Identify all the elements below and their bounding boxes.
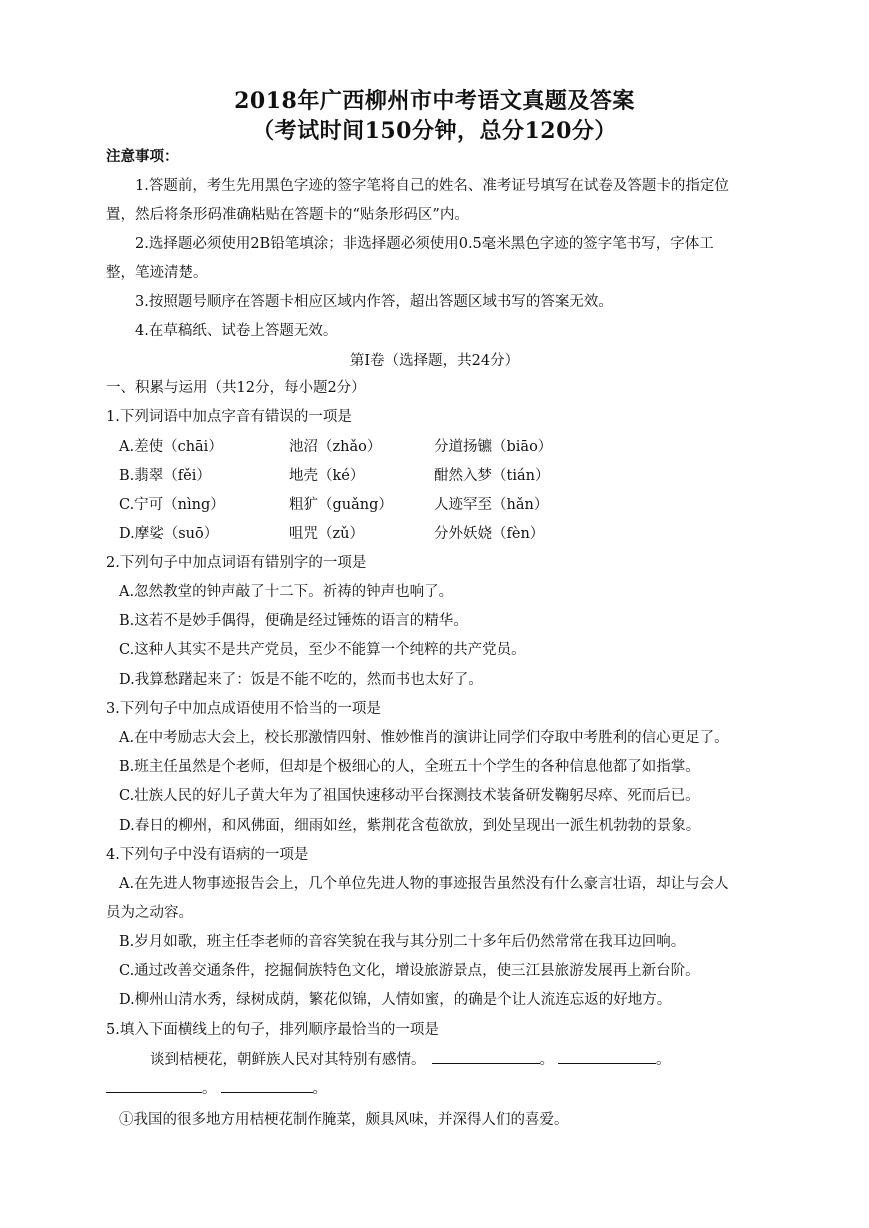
section-1-heading: 一、积累与运用（共12分，每小题2分） bbox=[106, 380, 366, 396]
q3-option-d: D.春日的柳州，和风佛面，细雨如丝，紫荆花含苞欲放，到处呈现出一派生机勃勃的景象。 bbox=[119, 818, 701, 834]
q1-option-b-word-2: 地壳（ké） bbox=[289, 468, 365, 484]
q5-period-2: 。 bbox=[656, 1052, 671, 1068]
notice-item-1-line-1: 1.答题前，考生先用黑色字迹的签字笔将自己的姓名、准考证号填写在试卷及答题卡的指定位 bbox=[135, 178, 729, 194]
q2-option-c: C.这种人其实不是共产党员，至少不能算一个纯粹的共产党员。 bbox=[119, 642, 526, 658]
notice-heading: 注意事项： bbox=[106, 148, 179, 165]
q3-option-a: A.在中考励志大会上，校长那激情四射、惟妙惟肖的演讲让同学们夺取中考胜利的信心更足了。 bbox=[119, 730, 729, 746]
question-2-stem: 2.下列句子中加点词语有错别字的一项是 bbox=[106, 555, 367, 571]
q2-option-a: A.忽然教堂的钟声敲了十二下。祈祷的钟声也响了。 bbox=[119, 584, 454, 600]
q1-option-d-word-1: D.摩娑（suō） bbox=[119, 526, 219, 542]
notice-item-2-line-1: 2.选择题必须使用2B铅笔填涂；非选择题必须使用0.5毫米黑色字迹的签字笔书写，字体工 bbox=[135, 236, 714, 252]
question-5-stem: 5.填入下面横线上的句子，排列顺序最恰当的一项是 bbox=[106, 1022, 439, 1038]
q5-blank-2 bbox=[558, 1049, 656, 1064]
q5-period-3: 。 bbox=[202, 1081, 217, 1097]
q1-option-b-word-3: 酣然入梦（tián） bbox=[434, 468, 550, 484]
q1-option-b-word-1: B.翡翠（fěi） bbox=[119, 468, 211, 484]
q5-blank-line bbox=[106, 1078, 327, 1099]
q4-option-a-line-2: 员为之动容。 bbox=[106, 905, 193, 921]
part-1-heading: 第Ⅰ卷（选择题，共24分） bbox=[349, 353, 520, 369]
q1-option-d-word-2: 咀咒（zǔ） bbox=[289, 526, 364, 542]
question-1-stem: 1.下列词语中加点字音有错误的一项是 bbox=[106, 409, 352, 425]
q5-item-1: ①我国的很多地方用桔梗花制作腌菜，颇具风味，并深得人们的喜爱。 bbox=[119, 1112, 569, 1128]
q5-period-1: 。 bbox=[539, 1052, 554, 1068]
question-3-stem: 3.下列句子中加点成语使用不恰当的一项是 bbox=[106, 701, 381, 717]
page-title: 2018年广西柳州市中考语文真题及答案 bbox=[234, 88, 635, 114]
q1-option-c-word-3: 人迹罕至（hǎn） bbox=[434, 497, 549, 513]
q4-option-b: B.岁月如歌，班主任李老师的音容笑貌在我与其分别二十多年后仍然常常在我耳边回响。 bbox=[119, 934, 686, 950]
q1-option-c-word-2: 粗犷（guǎng） bbox=[289, 497, 393, 513]
q5-blank-3 bbox=[106, 1078, 202, 1093]
q4-option-d: D.柳州山清水秀，绿树成荫，繁花似锦，人情如蜜，的确是个让人流连忘返的好地方。 bbox=[119, 992, 672, 1008]
notice-item-4: 4.在草稿纸、试卷上答题无效。 bbox=[135, 323, 338, 339]
page-subtitle: （考试时间150分钟，总分120分） bbox=[252, 118, 617, 144]
notice-item-3: 3.按照题号顺序在答题卡相应区域内作答，超出答题区域书写的答案无效。 bbox=[135, 294, 613, 310]
q1-option-a-word-2: 池沼（zhǎo） bbox=[289, 439, 382, 455]
q3-option-c: C.壮族人民的好儿子黄大年为了祖国快速移动平台探测技术装备研发鞠躬尽瘁、死而后已。 bbox=[119, 788, 700, 804]
q5-lead-line bbox=[150, 1049, 671, 1070]
notice-item-1-line-2: 置，然后将条形码准确粘贴在答题卡的“贴条形码区”内。 bbox=[106, 207, 469, 223]
q1-option-c-word-1: C.宁可（nìng） bbox=[119, 497, 225, 513]
q3-option-b: B.班主任虽然是个老师，但却是个极细心的人，全班五十个学生的各种信息他都了如指掌。 bbox=[119, 759, 700, 775]
q5-period-4: 。 bbox=[312, 1081, 327, 1097]
q4-option-a-line-1: A.在先进人物事迹报告会上，几个单位先进人物的事迹报告虽然没有什么豪言壮语，却让与会人 bbox=[119, 876, 729, 892]
q1-option-a-word-3: 分道扬镳（biāo） bbox=[434, 439, 553, 455]
notice-item-2-line-2: 整，笔迹清楚。 bbox=[106, 265, 208, 281]
q1-option-a-word-1: A.差使（chāi） bbox=[119, 439, 223, 455]
q5-lead-text: 谈到桔梗花，朝鲜族人民对其特别有感情。 bbox=[150, 1052, 426, 1068]
q1-option-d-word-3: 分外妖娆（fèn） bbox=[434, 526, 545, 542]
q4-option-c: C.通过改善交通条件，挖掘侗族特色文化，增设旅游景点，使三江县旅游发展再上新台阶。 bbox=[119, 963, 700, 979]
q5-blank-4 bbox=[221, 1078, 313, 1093]
question-4-stem: 4.下列句子中没有语病的一项是 bbox=[106, 847, 309, 863]
q2-option-d: D.我算愁躇起来了：饭是不能不吃的，然而书也太好了。 bbox=[119, 672, 483, 688]
q5-blank-1 bbox=[432, 1049, 540, 1064]
q2-option-b: B.这若不是妙手偶得，便确是经过锤炼的语言的精华。 bbox=[119, 613, 468, 629]
